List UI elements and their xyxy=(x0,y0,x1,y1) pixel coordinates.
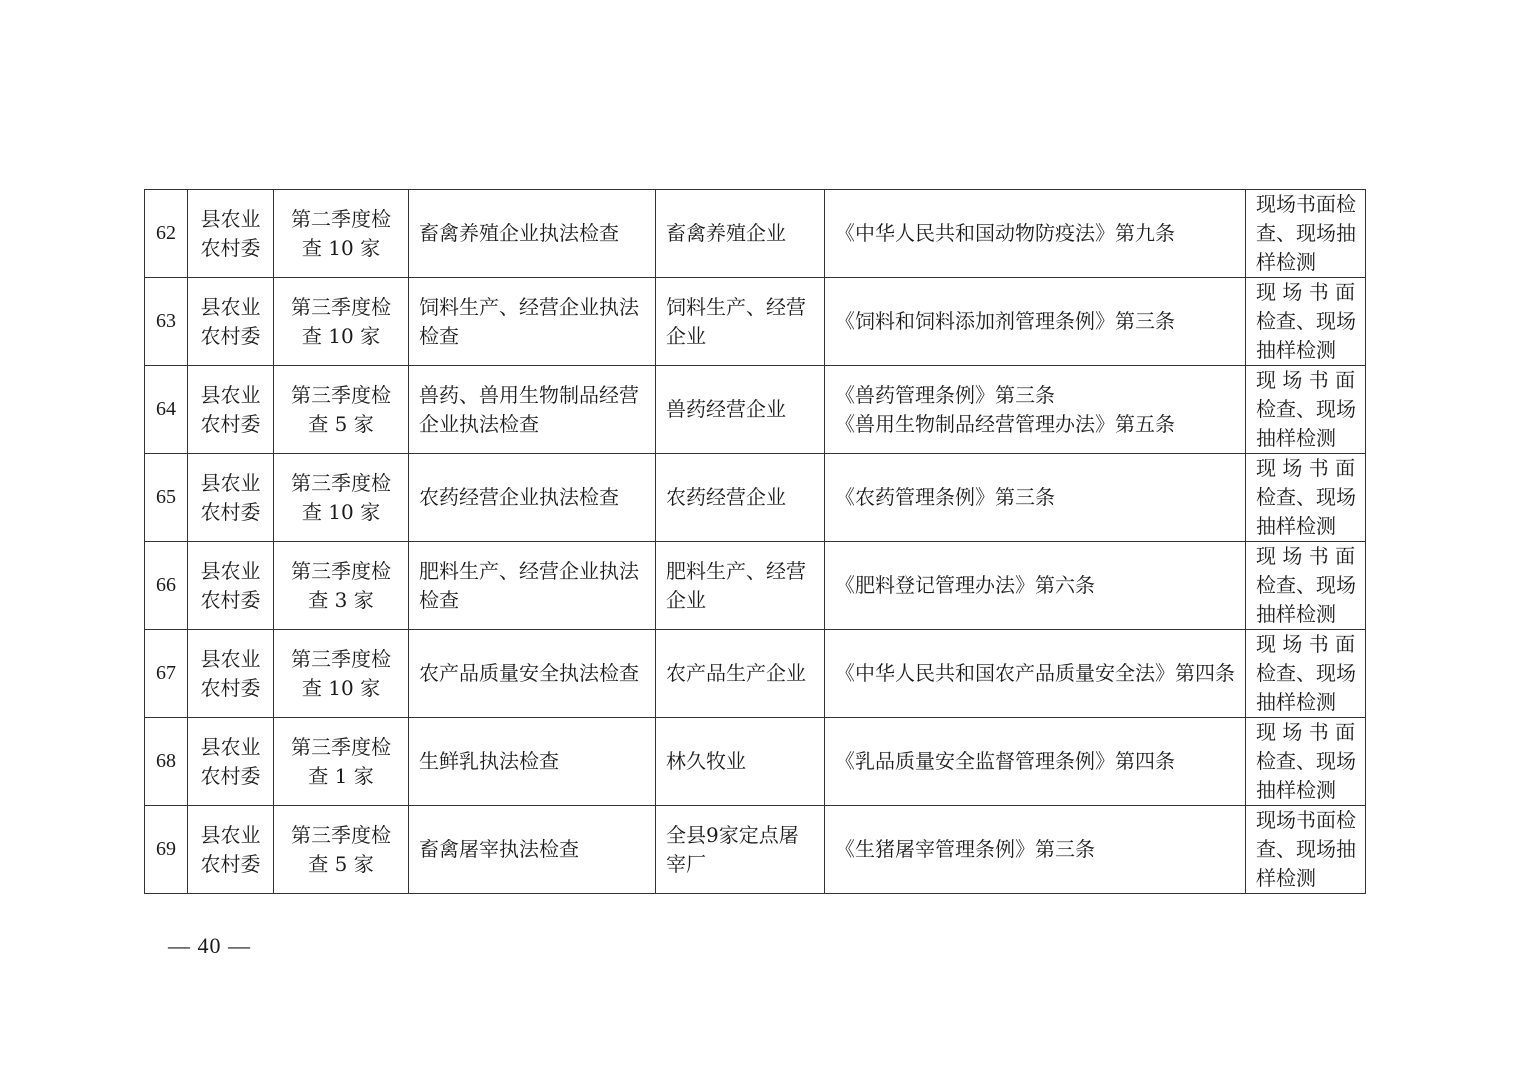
inspection-item-cell: 生鲜乳执法检查 xyxy=(409,718,656,806)
inspection-method-line: 现 场 书 面 xyxy=(1256,632,1356,656)
inspection-method-line: 查、现场抽 xyxy=(1256,221,1356,245)
inspection-method-line: 现 场 书 面 xyxy=(1256,720,1356,744)
inspection-plan-line: 查 3 家 xyxy=(308,587,374,612)
legal-basis-line: 《饲料和饲料添加剂管理条例》第三条 xyxy=(835,309,1175,333)
inspection-plan-cell xyxy=(274,718,409,806)
row-number-cell: 68 xyxy=(145,718,188,806)
inspection-target-cell: 肥料生产、经营企业 xyxy=(656,542,825,630)
legal-basis-cell xyxy=(825,366,1246,454)
inspection-target-cell: 林久牧业 xyxy=(656,718,825,806)
inspection-plan-line: 第三季度检 xyxy=(291,646,391,671)
legal-basis-cell xyxy=(825,630,1246,718)
legal-basis-line: 《乳品质量安全监督管理条例》第四条 xyxy=(835,749,1175,773)
legal-basis-line: 《兽药管理条例》第三条 xyxy=(835,382,1055,407)
inspection-item-cell: 饲料生产、经营企业执法检查 xyxy=(409,278,656,366)
inspection-plan-line: 查 10 家 xyxy=(301,499,381,524)
inspection-item-cell: 农产品质量安全执法检查 xyxy=(409,630,656,718)
inspection-method-line: 检查、现场 xyxy=(1256,661,1356,685)
department-cell: 县农业农村委 xyxy=(188,190,274,278)
inspection-target-cell: 兽药经营企业 xyxy=(656,366,825,454)
inspection-plan-cell xyxy=(274,366,409,454)
inspection-plan-line: 查 5 家 xyxy=(308,411,374,436)
legal-basis-cell xyxy=(825,718,1246,806)
inspection-method-line: 样检测 xyxy=(1256,250,1316,274)
inspection-plan-cell xyxy=(274,806,409,894)
row-number-cell: 64 xyxy=(145,366,188,454)
inspection-item-cell: 农药经营企业执法检查 xyxy=(409,454,656,542)
inspection-plan-cell xyxy=(274,278,409,366)
inspection-method-cell xyxy=(1246,278,1366,366)
legal-basis-line: 《肥料登记管理办法》第六条 xyxy=(835,573,1095,597)
inspection-method-line: 现 场 书 面 xyxy=(1256,544,1356,568)
inspection-method-line: 抽样检测 xyxy=(1256,778,1336,802)
legal-basis-line: 《农药管理条例》第三条 xyxy=(835,485,1055,509)
inspection-method-cell xyxy=(1246,190,1366,278)
department-cell: 县农业农村委 xyxy=(188,630,274,718)
inspection-method-line: 抽样检测 xyxy=(1256,426,1336,450)
inspection-plan-line: 第三季度检 xyxy=(291,558,391,583)
inspection-plan-line: 第三季度检 xyxy=(291,382,391,407)
inspection-method-line: 检查、现场 xyxy=(1256,397,1356,421)
row-number-cell: 65 xyxy=(145,454,188,542)
inspection-method-line: 检查、现场 xyxy=(1256,573,1356,597)
inspection-plan-line: 查 5 家 xyxy=(308,851,374,876)
row-number-cell: 66 xyxy=(145,542,188,630)
inspection-plan-cell xyxy=(274,190,409,278)
inspection-method-line: 抽样检测 xyxy=(1256,690,1336,714)
department-cell: 县农业农村委 xyxy=(188,718,274,806)
inspection-method-line: 现 场 书 面 xyxy=(1256,280,1356,304)
inspection-method-cell xyxy=(1246,454,1366,542)
department-cell: 县农业农村委 xyxy=(188,806,274,894)
inspection-plan-line: 第三季度检 xyxy=(291,294,391,319)
inspection-plan-line: 第二季度检 xyxy=(291,206,391,231)
inspection-plan-line: 查 10 家 xyxy=(301,675,381,700)
table-row xyxy=(145,806,1366,894)
legal-basis-line: 《生猪屠宰管理条例》第三条 xyxy=(835,837,1095,861)
inspection-method-cell xyxy=(1246,542,1366,630)
inspection-item-cell: 肥料生产、经营企业执法检查 xyxy=(409,542,656,630)
table-row xyxy=(145,190,1366,278)
inspection-plan-cell xyxy=(274,454,409,542)
row-number-cell: 69 xyxy=(145,806,188,894)
inspection-method-line: 检查、现场 xyxy=(1256,749,1356,773)
enforcement-inspection-table xyxy=(144,189,1366,894)
inspection-method-line: 现场书面检 xyxy=(1256,192,1356,216)
legal-basis-cell xyxy=(825,190,1246,278)
inspection-target-cell: 农产品生产企业 xyxy=(656,630,825,718)
inspection-item-cell: 畜禽养殖企业执法检查 xyxy=(409,190,656,278)
inspection-method-line: 现 场 书 面 xyxy=(1256,368,1356,392)
legal-basis-cell xyxy=(825,542,1246,630)
inspection-plan-line: 查 10 家 xyxy=(301,323,381,348)
inspection-target-cell: 饲料生产、经营企业 xyxy=(656,278,825,366)
inspection-item-cell: 畜禽屠宰执法检查 xyxy=(409,806,656,894)
table-row xyxy=(145,630,1366,718)
table-row xyxy=(145,454,1366,542)
inspection-target-cell: 全县9家定点屠宰厂 xyxy=(656,806,825,894)
inspection-method-line: 查、现场抽 xyxy=(1256,837,1356,861)
table-row xyxy=(145,366,1366,454)
inspection-method-line: 抽样检测 xyxy=(1256,514,1336,538)
department-cell: 县农业农村委 xyxy=(188,542,274,630)
department-cell: 县农业农村委 xyxy=(188,278,274,366)
inspection-method-line: 抽样检测 xyxy=(1256,602,1336,626)
legal-basis-cell xyxy=(825,806,1246,894)
inspection-method-line: 现场书面检 xyxy=(1256,808,1356,832)
table-row xyxy=(145,278,1366,366)
inspection-plan-line: 第三季度检 xyxy=(291,822,391,847)
legal-basis-line: 《中华人民共和国农产品质量安全法》第四条 xyxy=(835,661,1235,685)
inspection-plan-line: 查 10 家 xyxy=(301,235,381,260)
legal-basis-cell xyxy=(825,454,1246,542)
inspection-method-line: 检查、现场 xyxy=(1256,485,1356,509)
inspection-plan-line: 查 1 家 xyxy=(308,763,374,788)
legal-basis-line: 《兽用生物制品经营管理办法》第五条 xyxy=(835,411,1175,436)
inspection-plan-line: 第三季度检 xyxy=(291,734,391,759)
page-number: — 40 — xyxy=(168,933,251,958)
table-body xyxy=(145,190,1366,894)
table-row xyxy=(145,718,1366,806)
inspection-item-cell: 兽药、兽用生物制品经营企业执法检查 xyxy=(409,366,656,454)
inspection-method-cell xyxy=(1246,630,1366,718)
inspection-target-cell: 农药经营企业 xyxy=(656,454,825,542)
inspection-plan-cell xyxy=(274,630,409,718)
inspection-plan-cell xyxy=(274,542,409,630)
inspection-method-cell xyxy=(1246,806,1366,894)
inspection-method-line: 检查、现场 xyxy=(1256,309,1356,333)
table-row xyxy=(145,542,1366,630)
department-cell: 县农业农村委 xyxy=(188,454,274,542)
inspection-method-cell xyxy=(1246,366,1366,454)
department-cell: 县农业农村委 xyxy=(188,366,274,454)
row-number-cell: 67 xyxy=(145,630,188,718)
inspection-method-line: 抽样检测 xyxy=(1256,338,1336,362)
inspection-plan-line: 第三季度检 xyxy=(291,470,391,495)
legal-basis-cell xyxy=(825,278,1246,366)
legal-basis-line: 《中华人民共和国动物防疫法》第九条 xyxy=(835,221,1175,245)
row-number-cell: 62 xyxy=(145,190,188,278)
inspection-method-line: 现 场 书 面 xyxy=(1256,456,1356,480)
row-number-cell: 63 xyxy=(145,278,188,366)
inspection-method-line: 样检测 xyxy=(1256,866,1316,890)
inspection-target-cell: 畜禽养殖企业 xyxy=(656,190,825,278)
inspection-method-cell xyxy=(1246,718,1366,806)
